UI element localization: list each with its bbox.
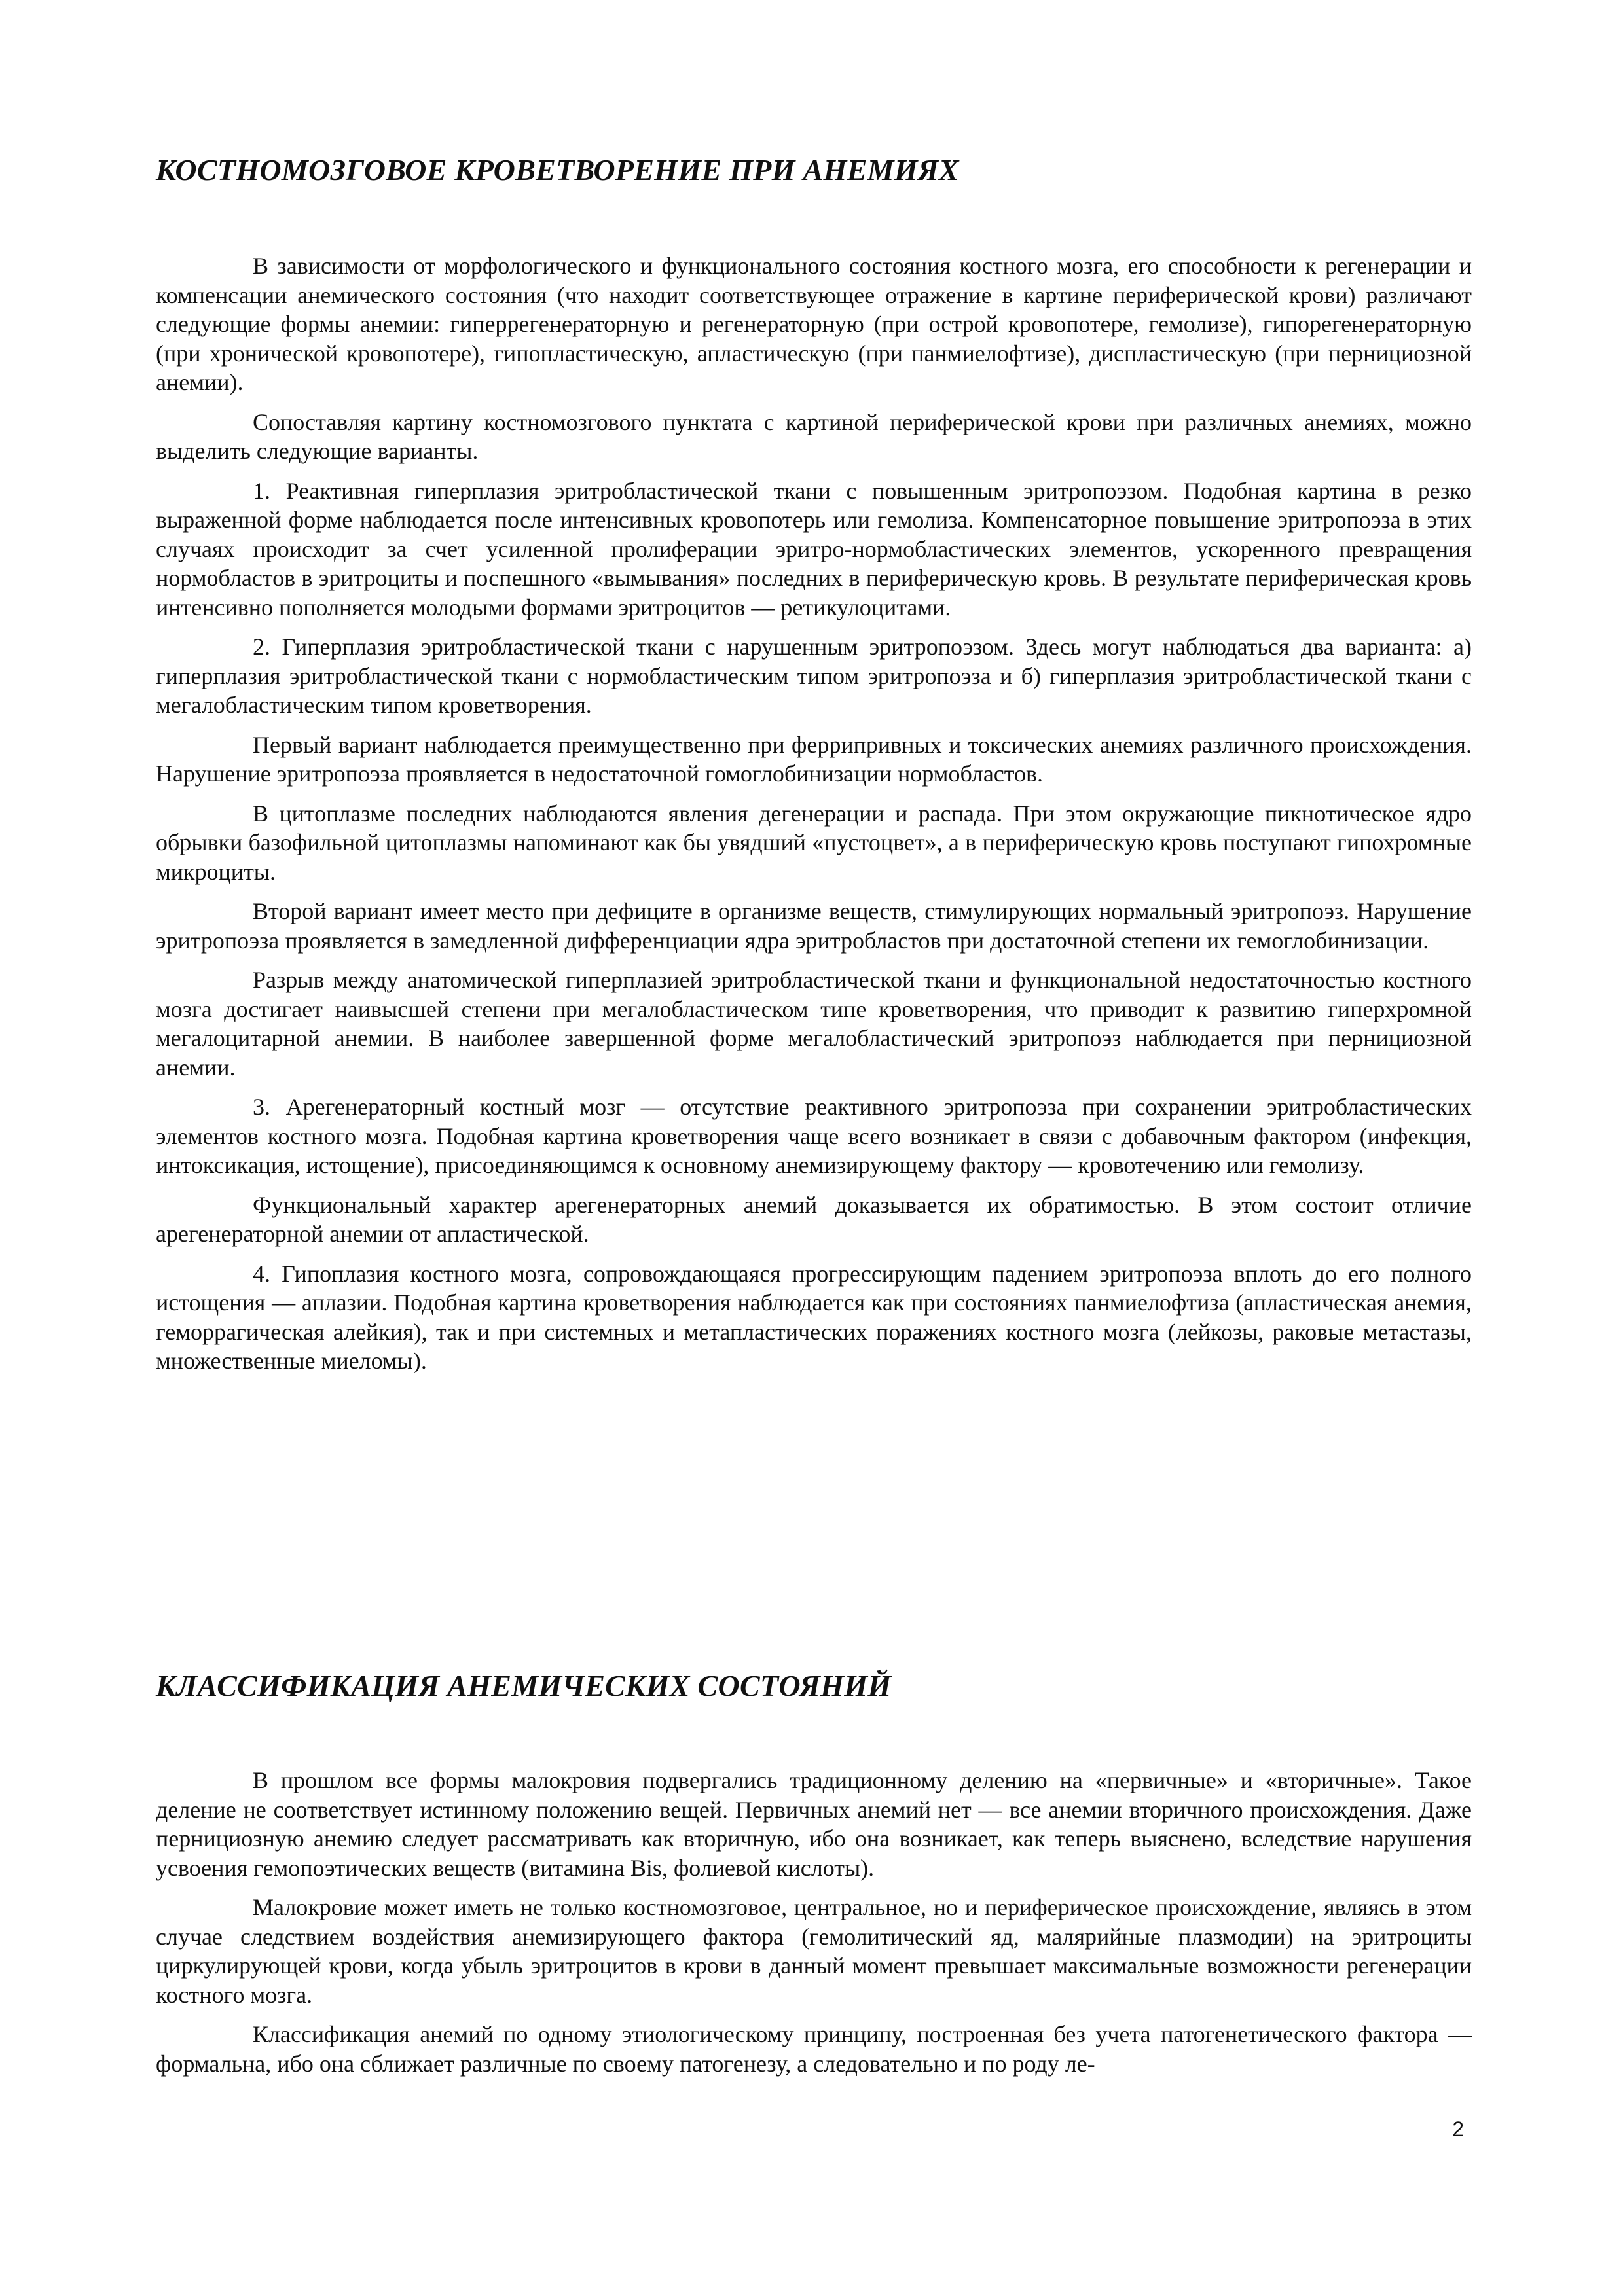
paragraph: 1. Реактивная гиперплазия эритробластической ткани с повышенным эритропоэзом. Подобная картина в резко выраженной форме наблюдается после интенсивных кровопотерь или гемолиза. Компенсаторное повышение эритропоэза в этих случаях происходит за счет усиленной пролиферации эритро-нормобластических элементов, ускоренного превращения нормобластов в эритроциты и поспешного «вымывания» последних в периферическую кровь. В результате периферическая кровь интенсивно пополняется молодыми формами эритроцитов — ретикулоцитами.: [156, 477, 1472, 620]
paragraph: Малокровие может иметь не только костномозговое, центральное, но и периферическое происхождение, являясь в этом случае следствием воздействия анемизирующего фактора (гемолитический яд, малярийные плазмодии) на эритроциты циркулирующей крови, когда убыль эритроцитов в крови в данный момент превышает максимальные возможности регенерации костного мозга.: [156, 1894, 1472, 2008]
section-body-anemia-classification: [156, 1766, 1472, 2089]
section-body-bone-marrow-hematopoiesis: [156, 251, 1472, 1386]
paragraph: Сопоставляя картину костномозгового пунктата с картиной периферической крови при различных анемиях, можно выделить следующие варианты.: [156, 408, 1472, 464]
paragraph: В зависимости от морфологического и функционального состояния костного мозга, его способности к регенерации и компенсации анемического состояния (что находит соответствующее отражение в картине периферической крови) различают следующие формы анемии: гиперрегенераторную и регенераторную (при острой кровопотере, гемолизе), гипорегенераторную (при хронической кровопотере), гипопластическую, апластическую (при панмиелофтизе), диспластическую (при пернициозной анемии).: [156, 253, 1472, 395]
paragraph: Первый вариант наблюдается преимущественно при феррипривных и токсических анемиях различного происхождения. Нарушение эритропоэза проявляется в недостаточной гомоглобинизации нормобластов.: [156, 731, 1472, 787]
section-heading-anemia-classification: КЛАССИФИКАЦИЯ АНЕМИЧЕСКИХ СОСТОЯНИЙ: [156, 1669, 892, 1702]
section-heading-bone-marrow-hematopoiesis: КОСТНОМОЗГОВОЕ КРОВЕТВОРЕНИЕ ПРИ АНЕМИЯХ: [156, 153, 959, 187]
page-number: 2: [1452, 2117, 1464, 2141]
paragraph: Разрыв между анатомической гиперплазией эритробластической ткани и функциональной недостаточностью костного мозга достигает наивысшей степени при мегалобластическом типе кроветворения, что приводит к развитию гиперхромной мегалоцитарной анемии. В наиболее завершенной форме мегалобластический эритропоэз наблюдается при пернициозной анемии.: [156, 967, 1472, 1081]
paragraph: Функциональный характер арегенераторных анемий доказывается их обратимостью. В этом состоит отличие арегенераторной анемии от апластической.: [156, 1191, 1472, 1247]
paragraph: 3. Арегенераторный костный мозг — отсутствие реактивного эритропоэза при сохранении эритробластических элементов костного мозга. Подобная картина кроветворения чаще всего возникает в связи с добавочным фактором (инфекция, интоксикация, истощение), присоединяющимся к основному анемизирующему фактору — кровотечению или гемолизу.: [156, 1094, 1472, 1178]
paragraph: Классификация анемий по одному этиологическому принципу, построенная без учета патогенетического фактора — формальна, ибо она сближает различные по своему патогенезу, а следовательно и по роду ле-: [156, 2021, 1472, 2077]
paragraph: 2. Гиперплазия эритробластической ткани с нарушенным эритропоэзом. Здесь могут наблюдаться два варианта: а) гиперплазия эритробластической ткани с нормобластическим типом эритропоэза и б) гиперплазия эритробластической ткани с мегалобластическим типом кроветворения.: [156, 634, 1472, 718]
paragraph: Второй вариант имеет место при дефиците в организме веществ, стимулирующих нормальный эритропоэз. Нарушение эритропоэза проявляется в замедленной дифференциации ядра эритробластов при достаточной степени их гемоглобинизации.: [156, 898, 1472, 954]
paragraph: В цитоплазме последних наблюдаются явления дегенерации и распада. При этом окружающие пикнотическое ядро обрывки базофильной цитоплазмы напоминают как бы увядший «пустоцвет», а в периферическую кровь поступают гипохромные микроциты.: [156, 800, 1472, 885]
paragraph: В прошлом все формы малокровия подвергались традиционному делению на «первичные» и «вторичные». Такое деление не соответствует истинному положению вещей. Первичных анемий нет — все анемии вторичного происхождения. Даже пернициозную анемию следует рассматривать как вторичную, ибо она возникает, как теперь выяснено, вследствие нарушения усвоения гемопоэтических веществ (витамина Bis, фолиевой кислоты).: [156, 1767, 1472, 1881]
paragraph: 4. Гипоплазия костного мозга, сопровождающаяся прогрессирующим падением эритропоэза вплоть до его полного истощения — аплазии. Подобная картина кроветворения наблюдается как при состояниях панмиелофтиза (апластическая анемия, геморрагическая алейкия), так и при системных и метапластических поражениях костного мозга (лейкозы, раковые метастазы, множественные миеломы).: [156, 1260, 1472, 1374]
